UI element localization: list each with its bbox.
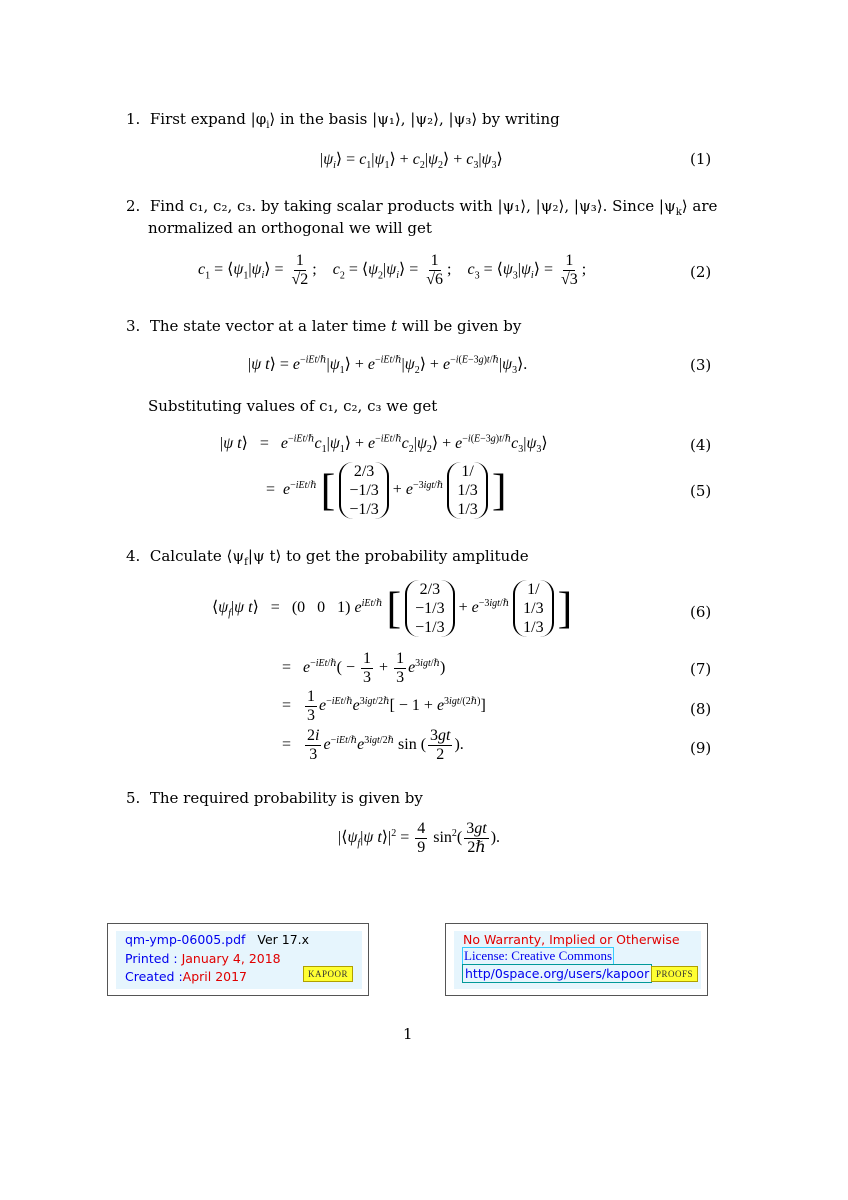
item-1: [126, 109, 560, 136]
item-3-substituting: Substituting values of c₁, c₂, c₃ we get: [148, 397, 438, 415]
item-4: [126, 546, 529, 573]
matrix-cell: 1/: [461, 463, 474, 480]
warranty-text: No Warranty, Implied or Otherwise: [463, 932, 680, 947]
matrix-cell: 2/3: [353, 463, 375, 480]
equation-9: = $\frac{2i}{3}$ $e^{-iEt/\hbar}e^{3igt/2\hbar}$ sin ( $\frac{3gt}{2}$ ).: [282, 727, 464, 763]
matrix-cell: 1/3: [457, 501, 478, 518]
equation-number: (2): [690, 263, 712, 281]
footer-created: [125, 969, 247, 984]
item-var: t: [391, 317, 398, 335]
item-text: The state vector at a later time: [149, 317, 391, 335]
page-number: 1: [403, 1025, 413, 1043]
item-text: Calculate ⟨ψ: [149, 547, 245, 565]
item-number: 1.: [126, 110, 141, 128]
item-number: 3.: [126, 317, 141, 335]
equation-6: $⟨\psi_f|\psi$ t⟩ = (0 0 1) $e^{iEt/\hbar}$ [ 2/3 −1/3 $-1/3 + e^{-3igt/\hbar}$ 1/ 1/3 1/3 ]: [212, 581, 573, 636]
item-text-rest: ⟩ are: [681, 197, 718, 215]
equation-number: (5): [690, 482, 712, 500]
matrix-cell: −1/3: [415, 600, 445, 617]
printed-label: Printed :: [125, 951, 178, 966]
item-sub: f: [244, 557, 248, 568]
equation-4: |ψ t⟩ = $e^{-iEt/\hbar}c_1|\psi_1⟩$ + $e^{-iEt/\hbar}c_2|\psi_2⟩$ + $e^{-i(E-3g)t/\hbar}c_3|\psi_3⟩$: [220, 433, 548, 456]
matrix-cell: −1/3: [349, 501, 379, 518]
matrix-cell: 2/3: [419, 581, 441, 598]
footer-filename[interactable]: [125, 932, 309, 947]
item-number: 5.: [126, 789, 141, 807]
matrix-cell: 1/3: [457, 482, 478, 499]
equation-number: (8): [690, 700, 712, 718]
row-cell: 1: [337, 599, 346, 617]
item-sub: i: [266, 120, 270, 131]
row-cell: 0: [297, 599, 306, 617]
item-number: 2.: [126, 197, 141, 215]
matrix-cell: −1/3: [349, 482, 379, 499]
printed-date: January 4, 2018: [181, 951, 281, 966]
item-2-line2: normalized an orthogonal we will get: [148, 219, 432, 237]
item-5: [126, 788, 423, 808]
created-label: Created :: [125, 969, 183, 984]
equation-number: (6): [690, 603, 712, 621]
matrix-cell: 1/: [527, 581, 540, 598]
item-text: Find c₁, c₂, c₃. by taking scalar products with |ψ₁⟩, |ψ₂⟩, |ψ₃⟩. Since |ψ: [149, 197, 676, 215]
item-sub: k: [675, 207, 682, 218]
created-date: April 2017: [182, 969, 248, 984]
matrix-cell: −1/3: [415, 619, 445, 636]
item-number: 4.: [126, 547, 141, 565]
equation-number: (9): [690, 739, 712, 757]
item-text-rest: |ψ t⟩ to get the probability amplitude: [247, 547, 529, 565]
equation-number: (7): [690, 660, 712, 678]
equation-8: = $\frac{1}{3}$ $e^{-iEt/\hbar}e^{3igt/2\hbar}[ - 1 + e^{3igt/(2\hbar)}]$: [282, 688, 486, 724]
equation-number: (1): [690, 150, 712, 168]
version-text: Ver 17.x: [257, 932, 310, 947]
item-text: The required probability is given by: [149, 789, 423, 807]
item-text: First expand |φ: [149, 110, 267, 128]
equation-3: |ψ t⟩ = $e^{-iEt/\hbar}|\psi_1⟩$ + $e^{-iEt/\hbar}|\psi_2⟩$ + $e^{-i(E-3g)t/\hbar}|\psi_3⟩$.: [248, 354, 528, 377]
equation-5: = $e^{-iEt/\hbar}$ [ 2/3 −1/3 $-1/3 + e^{-3igt/\hbar}$ 1/ 1/3 1/3 ]: [266, 463, 507, 518]
footer-printed: [125, 951, 281, 966]
equation-2: $c_1$ = $⟨\psi_1|\psi_i⟩$ = $\frac{1}{√2}$ ; $c_2$ = $⟨\psi_2|\psi_i⟩$ = $\frac{1}{√6}$ ; $c_3$ = $⟨\psi_3|\psi_i⟩$ = $\frac{1}{√3}$ ;: [198, 252, 587, 288]
row-cell: 0: [317, 599, 326, 617]
equation-1: $|\psi_i⟩$ = $c_1|\psi_1⟩$ + $c_2|\psi_2⟩$ + $c_3|\psi_3⟩$: [320, 151, 503, 172]
equation-number: (4): [690, 436, 712, 454]
proofs-tag[interactable]: PROOFS: [651, 966, 698, 982]
file-link[interactable]: qm-ymp-06005.pdf: [125, 932, 246, 947]
matrix-cell: 1/3: [523, 619, 544, 636]
kapoor-tag[interactable]: KAPOOR: [303, 966, 353, 982]
item-3: [126, 316, 521, 336]
matrix-cell: 1/3: [523, 600, 544, 617]
license-link[interactable]: License: Creative Commons: [464, 948, 613, 963]
item-text-rest: will be given by: [397, 317, 522, 335]
equation-7: = $e^{-iEt/\hbar}$( − $\frac{1}{3}$ + $\frac{1}{3}$ $e^{3igt/\hbar}$): [282, 650, 446, 686]
equation-probability: $|⟨\psi_f|\psi$ $t⟩|^2$ = $\frac{4}{9}$ $\sin^2$( $\frac{3gt}{\text{2ℏ}}$ ).: [338, 820, 501, 856]
equation-number: (3): [690, 356, 712, 374]
url-link[interactable]: http/0space.org/users/kapoor: [462, 964, 652, 983]
item-text-rest: ⟩ in the basis |ψ₁⟩, |ψ₂⟩, |ψ₃⟩ by writing: [269, 110, 560, 128]
